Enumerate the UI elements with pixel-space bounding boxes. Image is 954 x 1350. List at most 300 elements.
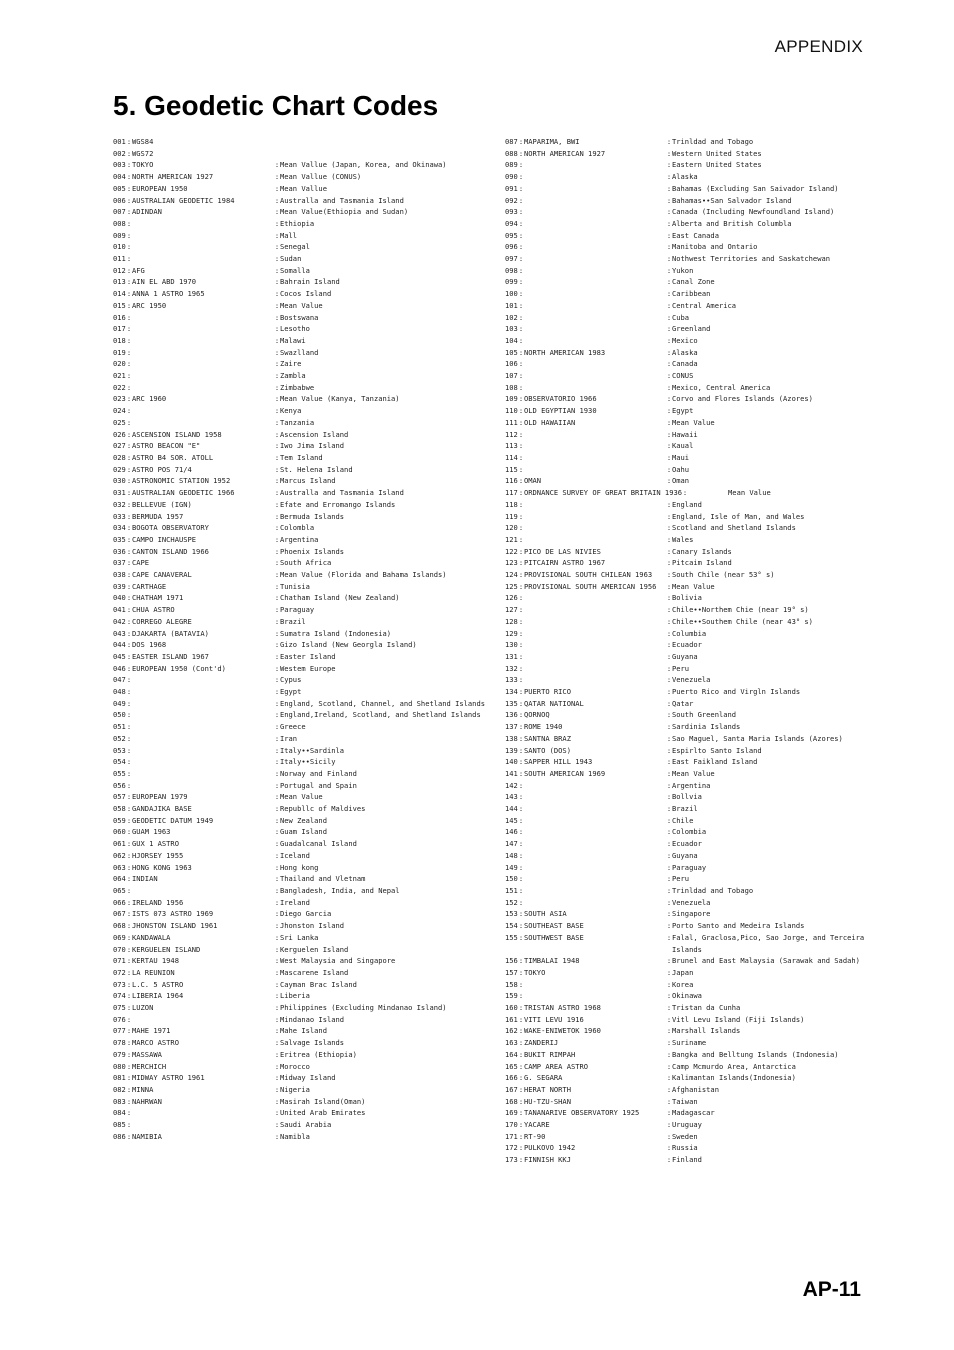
chart-code-row: [113, 300, 493, 312]
datum-name: KERGUELEN ISLAND: [132, 944, 201, 954]
datum-area: England, Scotland, Channel, and Shetland Islands: [280, 698, 485, 708]
chart-code-row: [505, 405, 865, 417]
chart-code-number: 086: [113, 1131, 126, 1141]
datum-area: Mean Value(Ethiopia and Sudan): [280, 207, 409, 217]
chart-code-number: 133: [505, 675, 518, 685]
separator: :: [274, 523, 280, 533]
separator: :: [666, 593, 672, 603]
chart-code-row: [505, 850, 865, 862]
chart-code-row: [113, 756, 493, 768]
datum-name: [132, 768, 274, 780]
separator: :: [518, 406, 524, 416]
datum-area: East Canada: [672, 230, 719, 240]
separator: :: [518, 546, 524, 556]
chart-code-number: 092: [505, 195, 518, 205]
separator: :: [518, 745, 524, 755]
datum-area: Sudan: [280, 254, 302, 264]
datum-area: Philippines (Excluding Mindanao Island): [280, 1003, 447, 1013]
datum-name: SOUTH AMERICAN 1969: [524, 768, 606, 778]
datum-name: [132, 721, 274, 733]
chart-code-number: 078: [113, 1038, 126, 1048]
separator: :: [666, 991, 672, 1001]
chart-code-number: 173: [505, 1155, 518, 1165]
chart-code-row: [505, 979, 865, 991]
chart-code-row: [113, 967, 493, 979]
chart-code-row: [113, 206, 493, 218]
chart-code-number: 154: [505, 921, 518, 931]
chart-code-number: 169: [505, 1108, 518, 1118]
separator: :: [666, 1026, 672, 1036]
datum-area: Midway Island: [280, 1073, 336, 1083]
datum-name: GUAM 1963: [132, 827, 171, 837]
datum-name: CORREGO ALEGRE: [132, 616, 192, 626]
separator: :: [518, 417, 524, 427]
separator: :: [666, 651, 672, 661]
chart-code-number: 059: [113, 815, 126, 825]
chart-code-row: [113, 803, 493, 815]
chart-code-row: [505, 791, 865, 803]
datum-name: [524, 826, 666, 838]
separator: :: [666, 230, 672, 240]
datum-name: [524, 452, 666, 464]
datum-area: Uruguay: [672, 1120, 702, 1130]
datum-area: Peru: [672, 663, 690, 673]
separator: :: [274, 839, 280, 849]
datum-area: Cypus: [280, 675, 302, 685]
datum-area: Falal, Graclosa,Pico, Sao Jorge, and Terceira Islands: [672, 932, 865, 954]
separator: :: [126, 254, 132, 264]
chart-code-number: 093: [505, 207, 518, 217]
datum-name: [524, 850, 666, 862]
separator: :: [666, 148, 672, 158]
separator: :: [126, 160, 132, 170]
datum-area: Swazlland: [280, 347, 319, 357]
datum-name: CARTHAGE: [132, 581, 167, 591]
separator: :: [666, 1014, 672, 1024]
chart-code-row: [505, 499, 865, 511]
separator: :: [518, 979, 524, 989]
datum-name: VITI LEVU 1916: [524, 1014, 584, 1024]
datum-name: [132, 417, 274, 429]
separator: :: [666, 324, 672, 334]
separator: :: [274, 394, 280, 404]
chart-code-row: [505, 335, 865, 347]
separator: :: [518, 359, 524, 369]
datum-area: Thailand and Vletnam: [280, 874, 366, 884]
separator: :: [274, 1073, 280, 1083]
chart-code-number: 123: [505, 558, 518, 568]
separator: :: [666, 827, 672, 837]
datum-name: ASCENSION ISLAND 1958: [132, 429, 222, 439]
separator: :: [274, 628, 280, 638]
datum-area: CONUS: [672, 371, 694, 381]
datum-area: Australla and Tasmania Island: [280, 488, 404, 498]
separator: :: [126, 1038, 132, 1048]
chart-code-number: 075: [113, 1003, 126, 1013]
datum-area: Tristan da Cunha: [672, 1003, 741, 1013]
chart-code-number: 018: [113, 335, 126, 345]
chart-code-row: [113, 932, 493, 944]
datum-name: TIMBALAI 1948: [524, 956, 580, 966]
separator: :: [666, 464, 672, 474]
separator: :: [666, 1038, 672, 1048]
datum-name: [132, 358, 274, 370]
chart-code-number: 101: [505, 300, 518, 310]
separator: :: [666, 768, 672, 778]
chart-code-number: 066: [113, 897, 126, 907]
separator: :: [274, 195, 280, 205]
datum-name: [524, 663, 666, 675]
separator: :: [274, 1084, 280, 1094]
separator: :: [518, 628, 524, 638]
separator: :: [518, 827, 524, 837]
chart-code-row: [113, 148, 493, 160]
datum-area: Argentina: [672, 780, 711, 790]
chart-code-number: 068: [113, 921, 126, 931]
chart-code-row: [113, 698, 493, 710]
separator: :: [518, 850, 524, 860]
separator: :: [518, 511, 524, 521]
separator: :: [274, 218, 280, 228]
chart-code-number: 113: [505, 441, 518, 451]
separator: :: [126, 406, 132, 416]
chart-code-number: 124: [505, 570, 518, 580]
chart-code-number: 064: [113, 874, 126, 884]
chart-code-number: 065: [113, 886, 126, 895]
chart-code-number: 148: [505, 850, 518, 860]
separator: :: [126, 289, 132, 299]
separator: :: [126, 429, 132, 439]
datum-name: QORNOQ: [524, 710, 550, 720]
datum-name: HERAT NORTH: [524, 1084, 571, 1094]
chart-code-row: [113, 475, 493, 487]
chart-code-number: 025: [113, 417, 126, 427]
separator: :: [274, 546, 280, 556]
separator: :: [666, 137, 672, 146]
datum-area: Tanzania: [280, 417, 315, 427]
separator: :: [518, 792, 524, 802]
datum-area: Venezuela: [672, 897, 711, 907]
chart-code-row: [113, 405, 493, 417]
separator: :: [126, 499, 132, 509]
separator: :: [666, 792, 672, 802]
chart-code-number: 031: [113, 488, 126, 498]
separator: :: [274, 850, 280, 860]
separator: :: [126, 897, 132, 907]
datum-area: [280, 148, 493, 160]
datum-area: Ireland: [280, 897, 310, 907]
chart-code-row: [505, 733, 865, 745]
separator: :: [666, 733, 672, 743]
chart-code-number: 170: [505, 1120, 518, 1130]
separator: :: [274, 687, 280, 697]
chart-code-row: [505, 826, 865, 838]
chart-code-row: [505, 276, 865, 288]
datum-area: East Faikland Island: [672, 757, 758, 767]
separator: :: [274, 417, 280, 427]
datum-area: Nigeria: [280, 1084, 310, 1094]
datum-name: [524, 323, 666, 335]
chart-code-number: 047: [113, 675, 126, 685]
datum-name: [132, 335, 274, 347]
chart-code-number: 009: [113, 230, 126, 240]
chart-code-number: 045: [113, 651, 126, 661]
chart-code-number: 070: [113, 944, 126, 954]
separator: :: [518, 1014, 524, 1024]
separator: :: [274, 558, 280, 568]
separator: :: [666, 160, 672, 170]
separator: :: [274, 289, 280, 299]
separator: :: [126, 605, 132, 615]
datum-area: Guadalcanal Island: [280, 839, 357, 849]
chart-code-row: [113, 452, 493, 464]
chart-code-number: 089: [505, 160, 518, 170]
datum-area: Salvage Islands: [280, 1038, 345, 1048]
chart-code-row: [505, 616, 865, 628]
datum-name: [132, 1014, 274, 1026]
separator: :: [126, 511, 132, 521]
datum-name: [524, 429, 666, 441]
separator: :: [666, 780, 672, 790]
separator: :: [126, 347, 132, 357]
datum-name: PUERTO RICO: [524, 687, 571, 697]
separator: :: [274, 792, 280, 802]
chart-code-row: [505, 885, 865, 897]
separator: :: [126, 687, 132, 697]
chart-code-number: 032: [113, 499, 126, 509]
chart-code-row: [505, 417, 865, 429]
datum-area: Cocos Island: [280, 289, 332, 299]
separator: :: [518, 932, 524, 942]
datum-name: [524, 873, 666, 885]
datum-name: CHUA ASTRO: [132, 605, 175, 615]
separator: :: [518, 874, 524, 884]
chart-code-number: 034: [113, 523, 126, 533]
chart-code-row: [113, 592, 493, 604]
datum-area: Jhonston Island: [280, 921, 345, 931]
separator: :: [274, 886, 280, 895]
separator: :: [274, 780, 280, 790]
datum-area: Alaska: [672, 172, 698, 182]
separator: :: [126, 1084, 132, 1094]
datum-name: AUSTRALIAN GEODETIC 1984: [132, 195, 235, 205]
chart-code-row: [505, 323, 865, 335]
datum-area: Guyana: [672, 651, 698, 661]
separator: :: [126, 172, 132, 182]
separator: :: [274, 967, 280, 977]
chart-code-number: 116: [505, 476, 518, 486]
separator: :: [274, 605, 280, 615]
separator: :: [274, 476, 280, 486]
chart-code-number: 140: [505, 757, 518, 767]
separator: :: [666, 499, 672, 509]
datum-area: Mean Value: [672, 417, 715, 427]
datum-area: Mean Value (Florida and Bahama Islands): [280, 570, 447, 580]
datum-name: [524, 616, 666, 628]
datum-name: [132, 756, 274, 768]
datum-name: [524, 370, 666, 382]
chart-code-number: 096: [505, 242, 518, 252]
chart-code-number: 156: [505, 956, 518, 966]
chart-code-number: 105: [505, 347, 518, 357]
datum-area: Guam Island: [280, 827, 327, 837]
separator: :: [666, 1073, 672, 1083]
separator: :: [126, 1131, 132, 1141]
separator: :: [518, 570, 524, 580]
datum-area: Porto Santo and Medeira Islands: [672, 921, 805, 931]
datum-area: Sri Lanka: [280, 932, 319, 942]
separator: :: [126, 733, 132, 743]
datum-name: [524, 288, 666, 300]
separator: :: [518, 1096, 524, 1106]
datum-name: L.C. 5 ASTRO: [132, 979, 184, 989]
datum-area: United Arab Emirates: [280, 1108, 366, 1118]
chart-code-row: [505, 815, 865, 827]
separator: :: [666, 921, 672, 931]
separator: :: [274, 499, 280, 509]
datum-area: Mean Vallue (Japan, Korea, and Okinawa): [280, 160, 447, 170]
separator: :: [126, 792, 132, 802]
datum-name: [132, 674, 274, 686]
chart-code-number: 040: [113, 593, 126, 603]
separator: :: [126, 394, 132, 404]
separator: :: [274, 722, 280, 732]
datum-name: [524, 990, 666, 1002]
datum-area: Australla and Tasmania Island: [280, 195, 404, 205]
separator: :: [518, 172, 524, 182]
chart-code-number: 141: [505, 768, 518, 778]
chart-code-row: [113, 897, 493, 909]
datum-area: Kalimantan Islands(Indonesia): [672, 1073, 796, 1083]
separator: :: [126, 371, 132, 381]
chart-code-number: 152: [505, 897, 518, 907]
chart-code-row: [113, 815, 493, 827]
chart-code-number: 144: [505, 804, 518, 814]
separator: :: [126, 534, 132, 544]
chart-code-row: [113, 745, 493, 757]
separator: :: [126, 675, 132, 685]
chart-code-number: 079: [113, 1049, 126, 1059]
chart-code-row: [113, 382, 493, 394]
chart-code-row: [113, 616, 493, 628]
datum-name: NORTH AMERICAN 1927: [132, 172, 214, 182]
chart-code-number: 097: [505, 254, 518, 264]
separator: :: [666, 335, 672, 345]
separator: :: [274, 511, 280, 521]
datum-area: Italy••Sardinla: [280, 745, 345, 755]
datum-name: [524, 230, 666, 242]
separator: :: [666, 722, 672, 732]
chart-code-row: [505, 241, 865, 253]
chart-code-number: 035: [113, 534, 126, 544]
datum-name: ASTRO BEACON "E": [132, 441, 201, 451]
datum-name: [132, 686, 274, 698]
datum-area: Trinldad and Tobago: [672, 137, 754, 146]
chart-code-row: [113, 241, 493, 253]
chart-code-number: 026: [113, 429, 126, 439]
chart-code-row: [113, 136, 493, 148]
separator: :: [518, 207, 524, 217]
separator: :: [666, 605, 672, 615]
separator: :: [274, 1026, 280, 1036]
datum-area: Lesotho: [280, 324, 310, 334]
chart-code-row: [505, 721, 865, 733]
separator: :: [126, 195, 132, 205]
datum-name: NORTH AMERICAN 1983: [524, 347, 606, 357]
chart-code-row: [505, 300, 865, 312]
datum-area: Oahu: [672, 464, 690, 474]
separator: :: [666, 874, 672, 884]
datum-area: Mean Value: [672, 581, 715, 591]
chart-code-number: 017: [113, 324, 126, 334]
datum-name: [524, 159, 666, 171]
separator: :: [518, 757, 524, 767]
datum-name: [524, 803, 666, 815]
datum-area: Italy••Sicily: [280, 757, 336, 767]
separator: :: [274, 277, 280, 287]
separator: :: [274, 242, 280, 252]
chart-code-row: [505, 464, 865, 476]
chart-code-row: [113, 230, 493, 242]
datum-name: RT-90: [524, 1131, 546, 1141]
datum-name: [524, 862, 666, 874]
chart-code-row: [113, 1072, 493, 1084]
separator: :: [274, 581, 280, 591]
datum-area: Pitcaim Island: [672, 558, 732, 568]
chart-code-row: [113, 393, 493, 405]
datum-area: Camp Mcmurdo Area, Antarctica: [672, 1061, 796, 1071]
separator: :: [126, 265, 132, 275]
chart-code-row: [113, 276, 493, 288]
chart-code-row: [113, 265, 493, 277]
separator: :: [274, 464, 280, 474]
separator: :: [274, 616, 280, 626]
separator: :: [518, 1120, 524, 1130]
separator: :: [274, 874, 280, 884]
chart-code-row: [113, 323, 493, 335]
chart-code-number: 052: [113, 733, 126, 743]
separator: :: [518, 1084, 524, 1094]
chart-code-number: 115: [505, 464, 518, 474]
datum-area: England,Ireland, Scotland, and Shetland Islands: [280, 710, 481, 720]
separator: :: [518, 897, 524, 907]
separator: :: [518, 1026, 524, 1036]
datum-name: MINNA: [132, 1084, 154, 1094]
datum-name: [524, 440, 666, 452]
separator: :: [274, 300, 280, 310]
chart-code-row: [505, 862, 865, 874]
datum-area: Venezuela: [672, 675, 711, 685]
chart-code-number: 087: [505, 137, 518, 146]
chart-code-row: [113, 218, 493, 230]
chart-code-number: 060: [113, 827, 126, 837]
datum-area: Cayman Brac Island: [280, 979, 357, 989]
chart-code-number: 150: [505, 874, 518, 884]
chart-code-number: 006: [113, 195, 126, 205]
separator: :: [666, 359, 672, 369]
separator: :: [126, 1108, 132, 1118]
chart-code-row: [113, 370, 493, 382]
chart-code-row: [113, 1084, 493, 1096]
datum-name: HONG KONG 1963: [132, 862, 192, 872]
separator: :: [666, 277, 672, 287]
chart-code-row: [505, 534, 865, 546]
datum-area: Yukon: [672, 265, 694, 275]
datum-name: OBSERVATORIO 1966: [524, 394, 597, 404]
separator: :: [126, 593, 132, 603]
datum-name: [524, 358, 666, 370]
datum-area: Westem Europe: [280, 663, 336, 673]
